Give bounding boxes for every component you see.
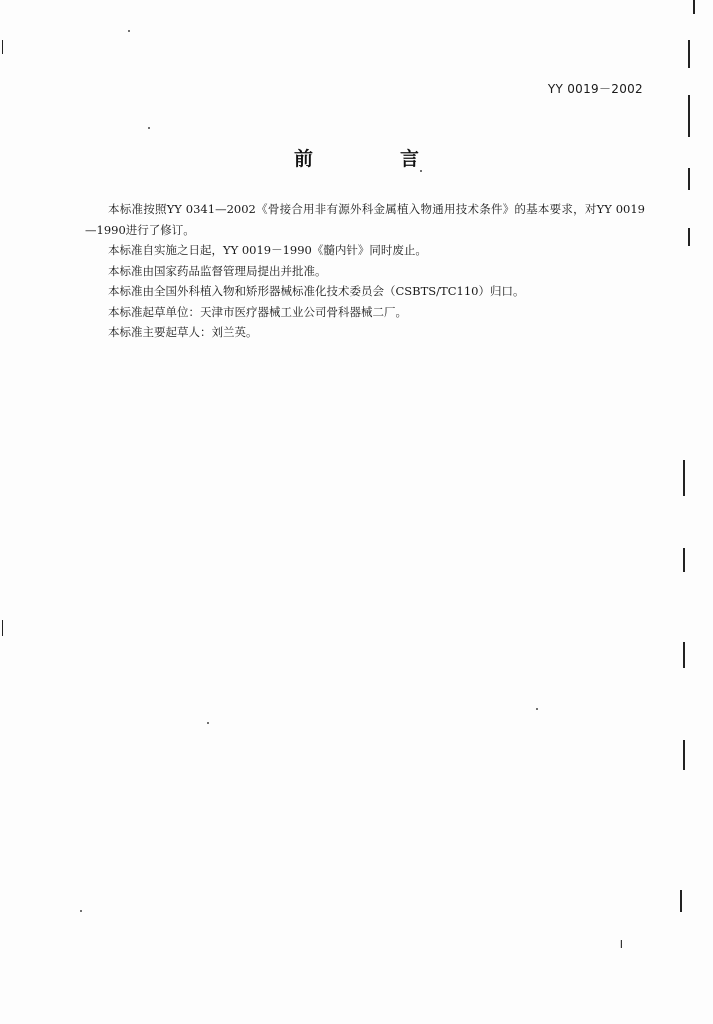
scan-edge-mark bbox=[2, 40, 3, 54]
page-number: I bbox=[619, 938, 623, 951]
paragraph-proposed-by: 本标准由国家药品监督管理局提出并批准。 bbox=[108, 263, 327, 278]
scan-edge-mark bbox=[688, 95, 690, 137]
page-title: 前 言 bbox=[293, 148, 453, 170]
scan-speck bbox=[420, 170, 422, 172]
paragraph-drafting-unit: 本标准起草单位：天津市医疗器械工业公司骨科器械二厂。 bbox=[108, 304, 407, 319]
scan-speck bbox=[128, 30, 130, 32]
paragraph-drafter: 本标准主要起草人：刘兰英。 bbox=[108, 325, 258, 339]
scan-edge-mark bbox=[693, 0, 695, 14]
scan-speck bbox=[207, 722, 209, 724]
scan-edge-mark bbox=[680, 890, 682, 912]
paragraph-supersedes: 本标准自实施之日起，YY 0019－1990《髓内针》同时废止。 bbox=[108, 243, 427, 257]
standard-code: YY 0019－2002 bbox=[547, 82, 643, 96]
scan-speck bbox=[148, 127, 150, 129]
paragraph-revision-basis: 本标准按照YY 0341—2002《骨接合用非有源外科金属植入物通用技术条件》的基本要求，对YY 0019—1990进行了修订。 bbox=[85, 202, 645, 237]
scan-edge-mark bbox=[683, 548, 685, 572]
scan-edge-mark bbox=[688, 168, 690, 190]
scan-edge-mark bbox=[2, 620, 3, 636]
scan-edge-mark bbox=[683, 740, 685, 770]
scan-edge-mark bbox=[683, 460, 685, 496]
scan-edge-mark bbox=[688, 40, 690, 68]
scan-speck bbox=[536, 708, 538, 710]
scan-edge-mark bbox=[688, 228, 690, 246]
scan-speck bbox=[80, 910, 82, 912]
scan-edge-mark bbox=[683, 642, 685, 668]
foreword-body bbox=[85, 199, 645, 343]
paragraph-technical-committee: 本标准由全国外科植入物和矫形器械标准化技术委员会（CSBTS/TC110）归口。 bbox=[108, 284, 525, 298]
